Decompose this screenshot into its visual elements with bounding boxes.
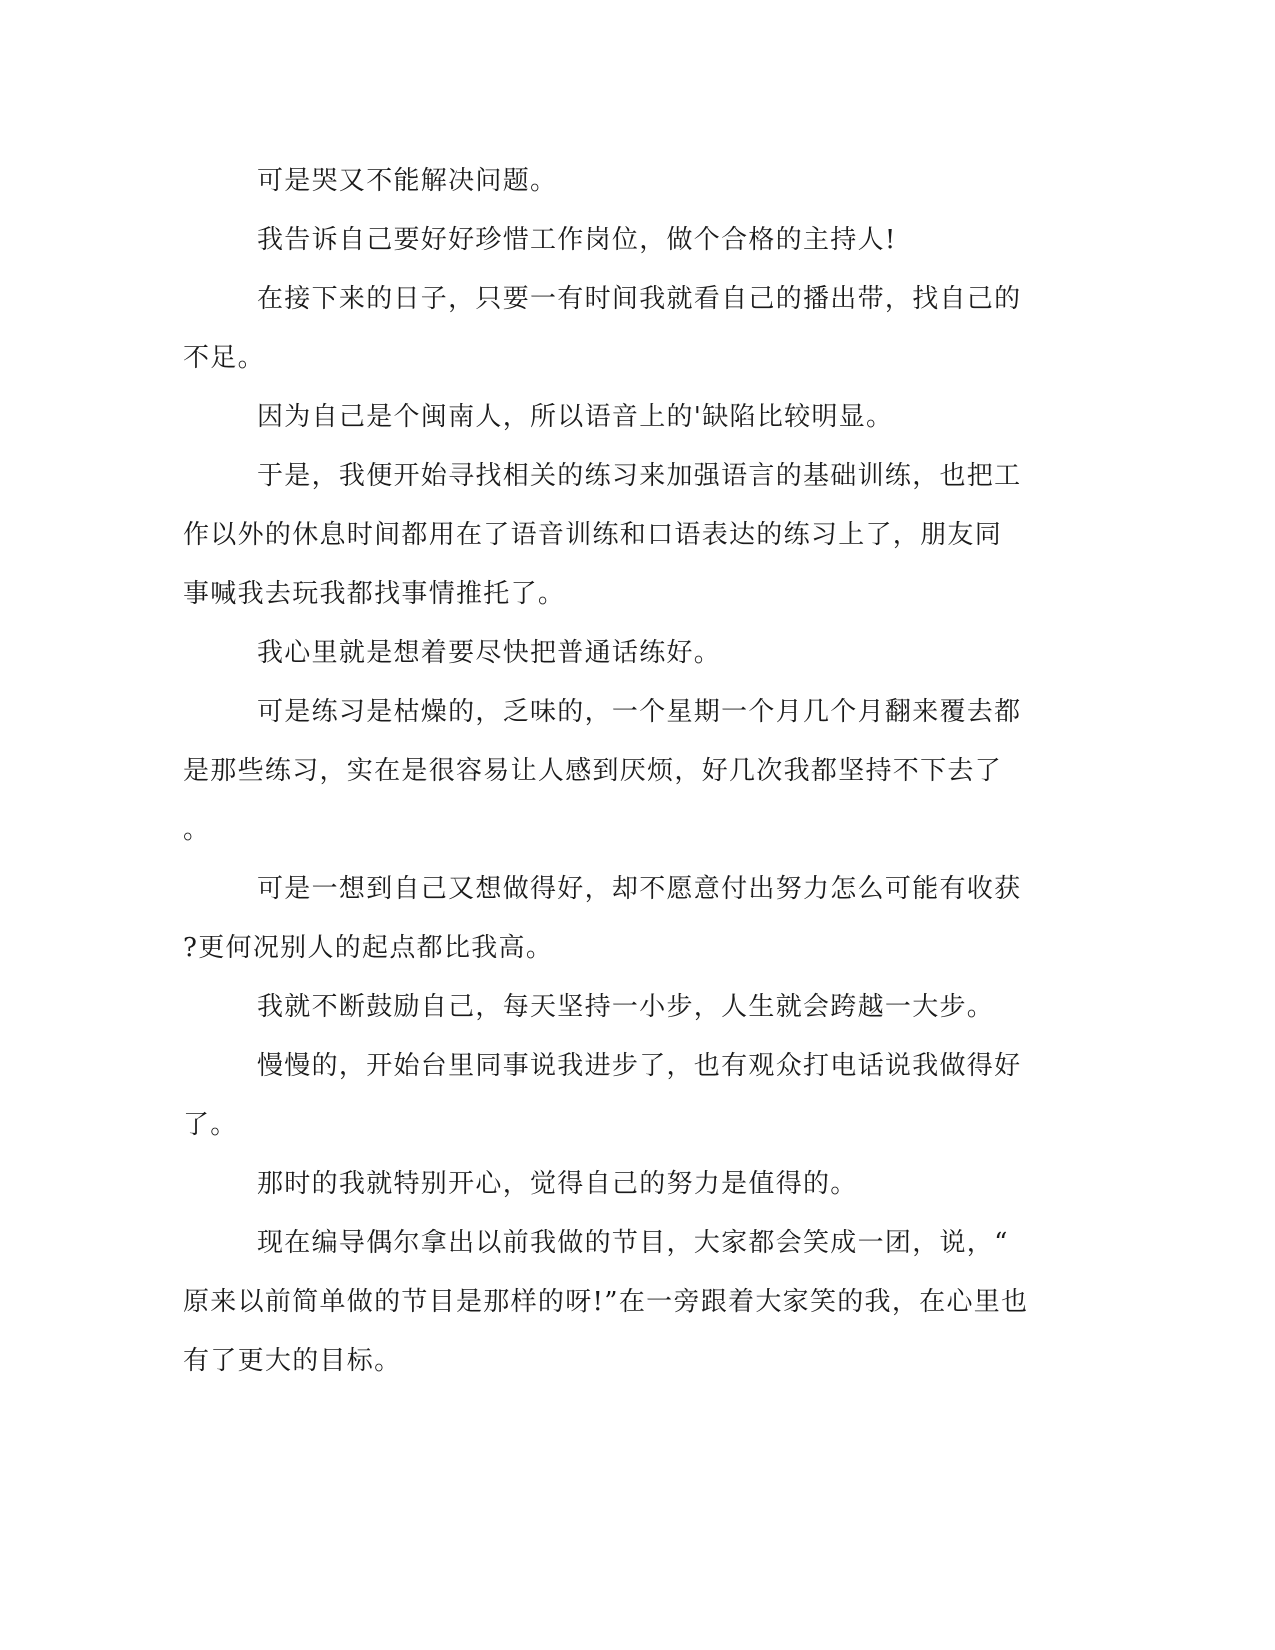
text-line: 我告诉自己要好好珍惜工作岗位，做个合格的主持人!: [257, 225, 897, 255]
text-line: 了。: [183, 1110, 238, 1140]
text-line: 可是练习是枯燥的，乏味的，一个星期一个月几个月翻来覆去都: [257, 697, 1022, 727]
text-line: 因为自己是个闽南人，所以语音上的'缺陷比较明显。: [257, 402, 894, 432]
text-line: 原来以前简单做的节目是那样的呀!”在一旁跟着大家笑的我，在心里也: [183, 1287, 1029, 1317]
text-line: 作以外的休息时间都用在了语音训练和口语表达的练习上了，朋友同: [183, 520, 1003, 550]
text-line: 可是一想到自己又想做得好，却不愿意付出努力怎么可能有收获: [257, 874, 1022, 904]
text-line: 慢慢的，开始台里同事说我进步了，也有观众打电话说我做得好: [257, 1051, 1022, 1081]
text-line: 可是哭又不能解决问题。: [257, 166, 558, 196]
document-body: [183, 152, 1043, 1391]
text-line: ?更何况别人的起点都比我高。: [183, 933, 554, 963]
text-line: 。: [183, 815, 211, 845]
text-line: 是那些练习，实在是很容易让人感到厌烦，好几次我都坚持不下去了: [183, 756, 1003, 786]
text-line: 我就不断鼓励自己，每天坚持一小步，人生就会跨越一大步。: [257, 992, 995, 1022]
text-line: 于是，我便开始寻找相关的练习来加强语言的基础训练，也把工: [257, 461, 1022, 491]
text-line: 有了更大的目标。: [183, 1346, 402, 1376]
text-line: 事喊我去玩我都找事情推托了。: [183, 579, 566, 609]
text-line: 不足。: [183, 343, 265, 373]
text-line: 我心里就是想着要尽快把普通话练好。: [257, 638, 722, 668]
text-line: 在接下来的日子，只要一有时间我就看自己的播出带，找自己的: [257, 284, 1022, 314]
text-line: 那时的我就特别开心，觉得自己的努力是值得的。: [257, 1169, 858, 1199]
text-line: 现在编导偶尔拿出以前我做的节目，大家都会笑成一团，说，“: [257, 1228, 1009, 1258]
